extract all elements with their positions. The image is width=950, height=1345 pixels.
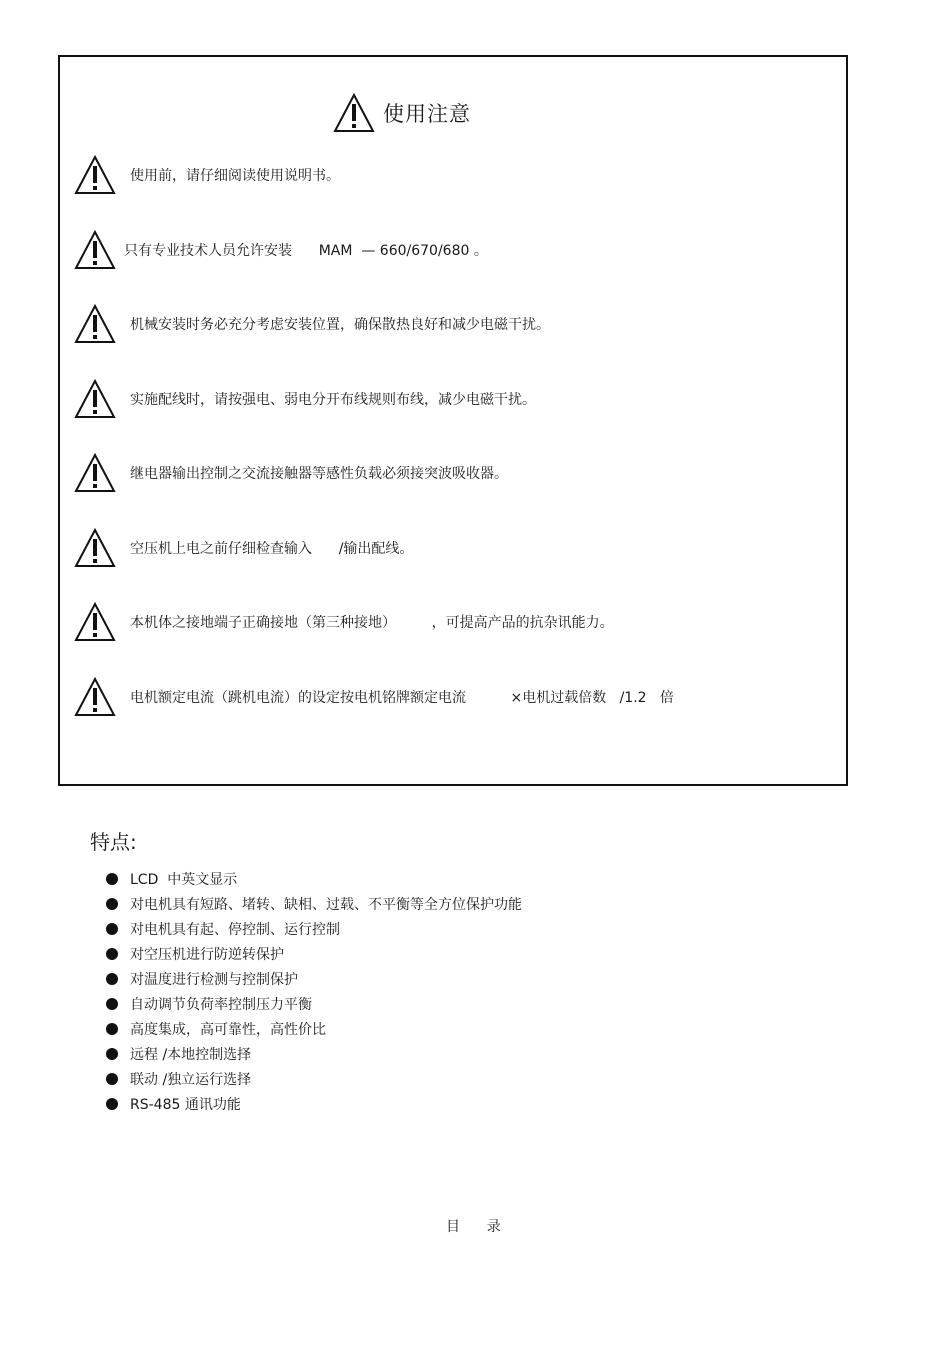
feature-item	[106, 1066, 522, 1091]
notice-item-text: 只有专业技术人员允许安装 MAM — 660/670/680 。	[124, 243, 488, 259]
feature-text: 高度集成，高可靠性，高性价比	[130, 1021, 326, 1038]
notice-item	[74, 601, 614, 643]
feature-list	[106, 866, 522, 1116]
notice-title-text: 使用注意	[383, 102, 471, 126]
bullet-icon	[106, 1023, 118, 1035]
feature-text: 对温度进行检测与控制保护	[130, 971, 298, 988]
notice-item	[74, 229, 488, 271]
warning-icon	[74, 602, 116, 642]
warning-icon	[333, 93, 375, 133]
feature-text: LCD 中英文显示	[130, 871, 238, 888]
feature-item	[106, 1041, 522, 1066]
notice-item-text: 使用前，请仔细阅读使用说明书。	[130, 168, 340, 184]
bullet-icon	[106, 948, 118, 960]
notice-item	[74, 303, 550, 345]
warning-icon	[74, 155, 116, 195]
warning-icon	[74, 379, 116, 419]
notice-item-text: 实施配线时，请按强电、弱电分开布线规则布线，减少电磁干扰。	[130, 392, 536, 408]
feature-item	[106, 966, 522, 991]
feature-text: 对空压机进行防逆转保护	[130, 946, 284, 963]
bullet-icon	[106, 1073, 118, 1085]
warning-icon	[74, 304, 116, 344]
bullet-icon	[106, 973, 118, 985]
bullet-icon	[106, 923, 118, 935]
notice-title	[333, 93, 471, 133]
toc-title: 目 录	[446, 1219, 501, 1235]
warning-icon	[74, 230, 116, 270]
notice-item-text: 本机体之接地端子正确接地（第三种接地） ，可提高产品的抗杂讯能力。	[130, 615, 614, 631]
feature-item	[106, 891, 522, 916]
bullet-icon	[106, 898, 118, 910]
notice-item	[74, 154, 340, 196]
notice-item-text: 电机额定电流（跳机电流）的设定按电机铭牌额定电流 ×电机过载倍数 /1.2 倍	[130, 690, 674, 706]
bullet-icon	[106, 1098, 118, 1110]
bullet-icon	[106, 873, 118, 885]
notice-item-text: 机械安装时务必充分考虑安装位置，确保散热良好和减少电磁干扰。	[130, 317, 550, 333]
feature-text: 联动 /独立运行选择	[130, 1071, 252, 1088]
feature-item	[106, 916, 522, 941]
bullet-icon	[106, 1048, 118, 1060]
feature-text: 对电机具有起、停控制、运行控制	[130, 921, 340, 938]
feature-text: RS-485 通讯功能	[130, 1096, 241, 1113]
feature-item	[106, 1016, 522, 1041]
feature-item	[106, 866, 522, 891]
notice-item-text: 继电器输出控制之交流接触器等感性负载必须接突波吸收器。	[130, 466, 508, 482]
notice-item-text: 空压机上电之前仔细检查输入 /输出配线。	[130, 541, 414, 557]
feature-text: 对电机具有短路、堵转、缺相、过载、不平衡等全方位保护功能	[130, 896, 522, 913]
feature-item	[106, 941, 522, 966]
feature-item	[106, 991, 522, 1016]
warning-icon	[74, 677, 116, 717]
notice-item	[74, 378, 536, 420]
features-heading: 特点:	[90, 830, 137, 854]
warning-icon	[74, 528, 116, 568]
feature-item	[106, 1091, 522, 1116]
bullet-icon	[106, 998, 118, 1010]
warning-icon	[74, 453, 116, 493]
notice-item	[74, 452, 508, 494]
feature-text: 自动调节负荷率控制压力平衡	[130, 996, 312, 1013]
notice-item	[74, 676, 674, 718]
feature-text: 远程 /本地控制选择	[130, 1046, 252, 1063]
notice-item	[74, 527, 413, 569]
